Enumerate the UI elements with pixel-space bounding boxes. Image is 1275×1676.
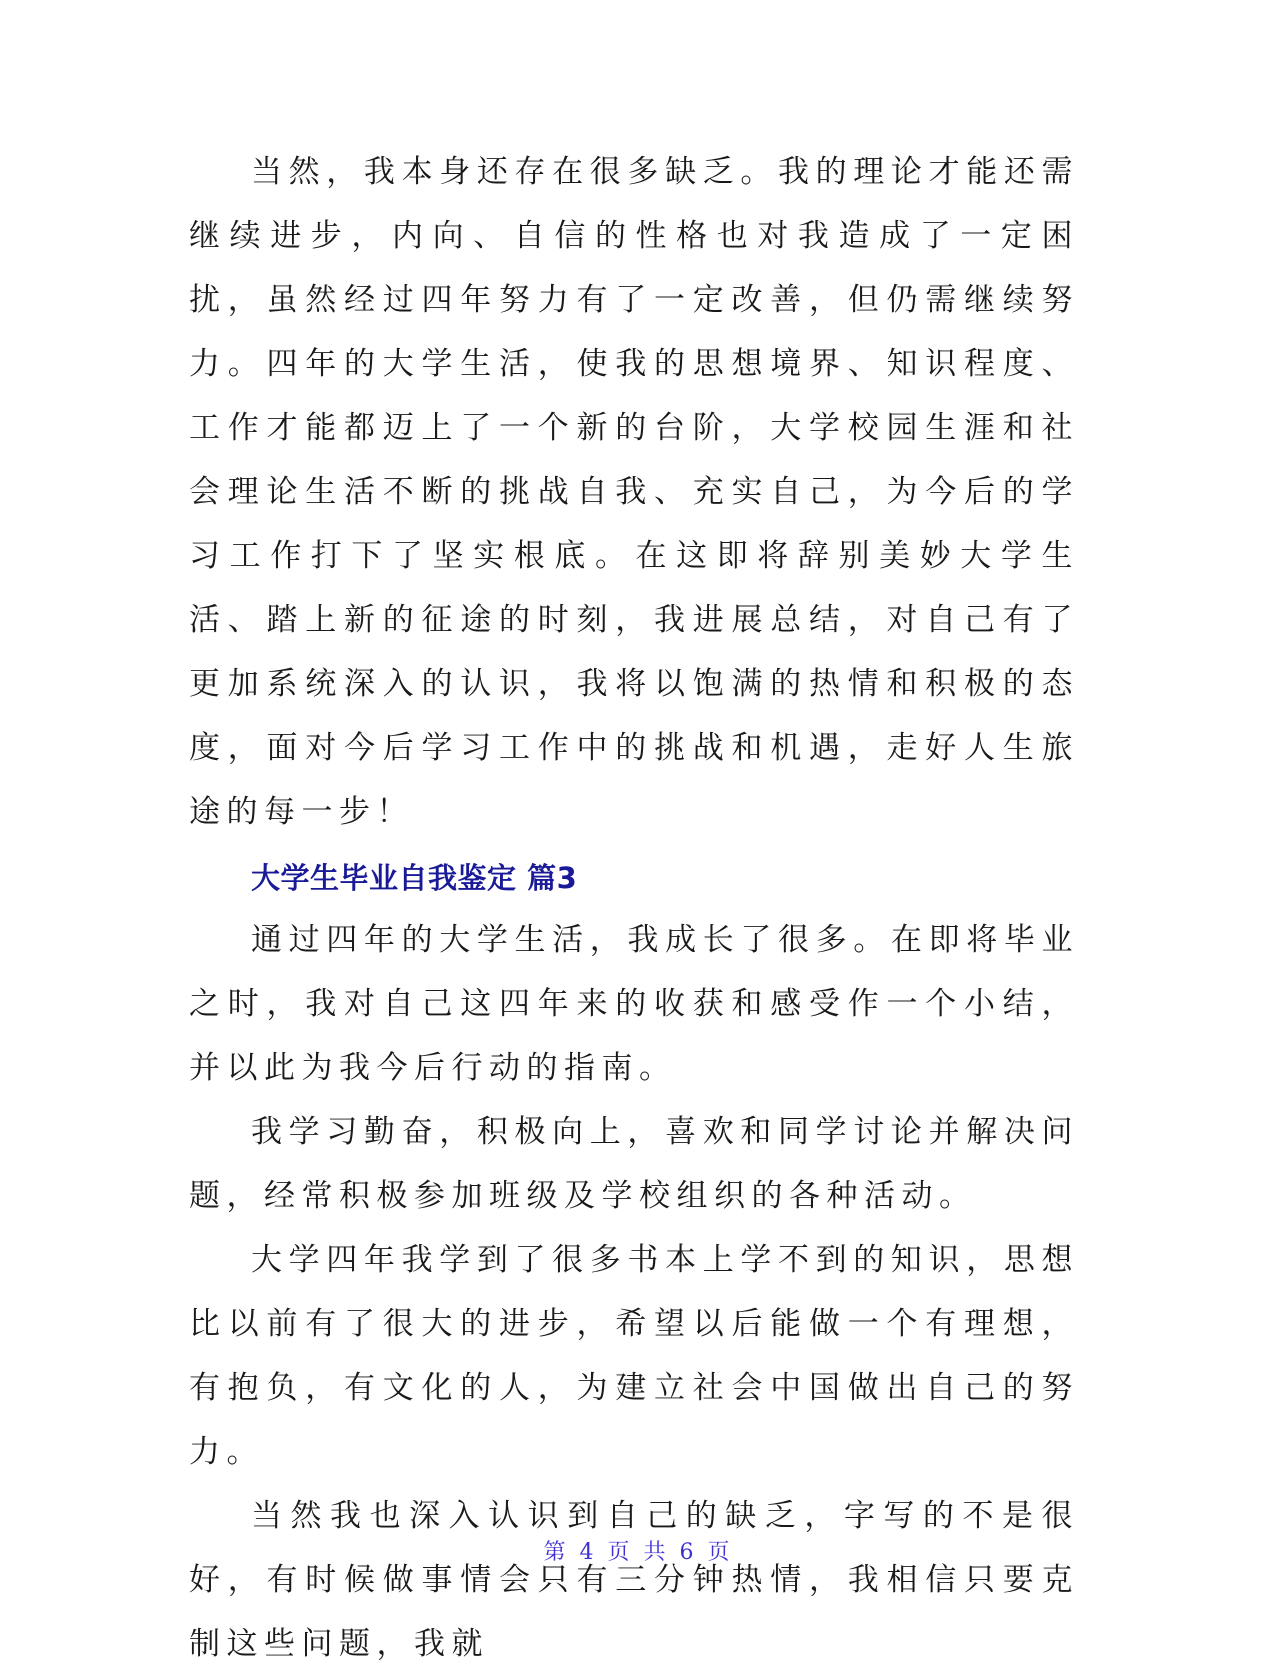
paragraph: 大学四年我学到了很多书本上学不到的知识，思想比以前有了很大的进步，希望以后能做一个有理想，有抱负，有文化的人，为建立社会中国做出自己的努力。 <box>189 1242 1079 1470</box>
paragraph: 当然我也深入认识到自己的缺乏，字写的不是很好，有时候做事情会只有三分钟热情，我相信只要克制这些问题，我就 <box>189 1498 1079 1662</box>
paragraph: 通过四年的大学生活，我成长了很多。在即将毕业之时，我对自己这四年来的收获和感受作一个小结，并以此为我今后行动的指南。 <box>189 922 1079 1086</box>
paragraph: 当然，我本身还存在很多缺乏。我的理论才能还需继续进步，内向、自信的性格也对我造成了一定困扰，虽然经过四年努力有了一定改善，但仍需继续努力。四年的大学生活，使我的思想境界、知识程度、工作才能都迈上了一个新的台阶，大学校园生涯和社会理论生活不断的挑战自我、充实自己，为今后的学习工作打下了坚实根底。在这即将辞别美妙大学生活、踏上新的征途的时刻，我进展总结，对自己有了更加系统深入的认识，我将以饱满的热情和积极的态度，面对今后学习工作中的挑战和机遇，走好人生旅途的每一步！ <box>189 154 1079 830</box>
document-body <box>189 140 1079 1676</box>
footer-total-pages: 6 <box>679 1540 696 1565</box>
footer-label-ye: 页 <box>607 1540 632 1565</box>
footer-current-page: 4 <box>579 1540 596 1565</box>
footer-label-page: 第 <box>543 1540 568 1565</box>
section-heading: 大学生毕业自我鉴定 篇3 <box>251 861 578 895</box>
paragraph: 我学习勤奋，积极向上，喜欢和同学讨论并解决问题，经常积极参加班级及学校组织的各种活动。 <box>189 1114 1079 1214</box>
footer-label-ye: 页 <box>707 1540 732 1565</box>
footer-label-total: 共 <box>643 1540 668 1565</box>
page-footer <box>0 1535 1275 1566</box>
